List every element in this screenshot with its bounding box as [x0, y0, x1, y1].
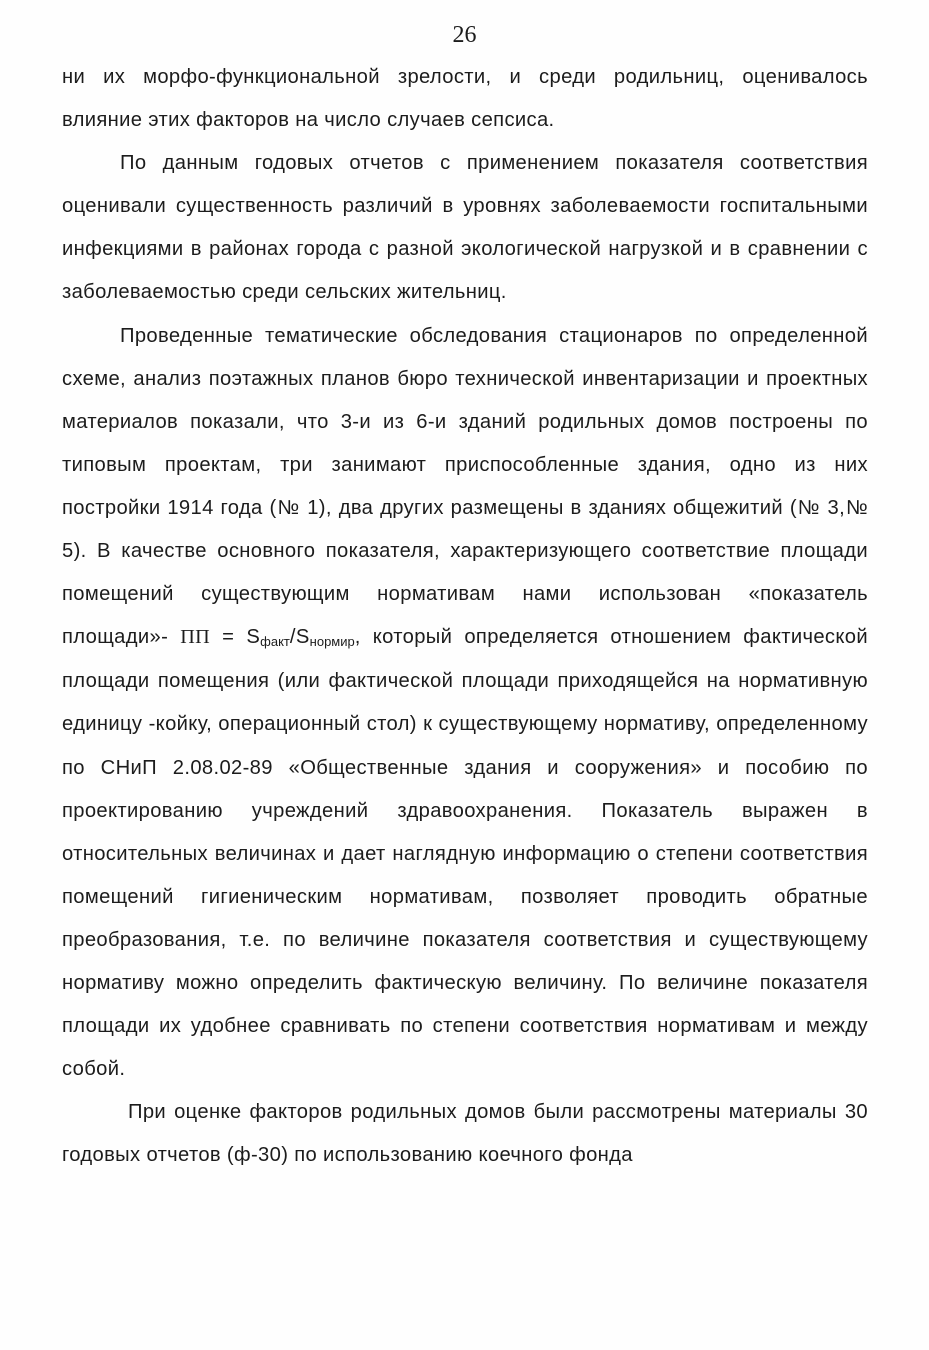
paragraph-text-before-formula: Проведенные тематические обследования стационаров по определенной схеме, анализ поэтажных планов бюро технической инвентаризации и проектных материалов показали, что 3-и из 6-и зданий родильных домов построены по типовым проектам, три занимают приспособленные здания, одно из них постройки 1914 года (№ 1), два других размещены в зданиях общежитий (№ 3,№ 5). В качестве основного показателя, характеризующего соответствие площади помещений существующим нормативам нами использован «показатель площади»- — [62, 324, 868, 649]
area-indicator-formula — [180, 626, 355, 648]
body-text — [62, 56, 868, 1177]
formula-slash: / — [289, 626, 296, 649]
paragraph-area-indicator — [62, 315, 868, 1092]
formula-numerator: S — [246, 626, 261, 649]
formula-denominator-subscript: нормир — [309, 634, 355, 650]
page-number: 26 — [452, 22, 477, 48]
paragraph-continuation: ни их морфо-функциональной зрелости, и среди родильниц, оценивалось влияние этих факторов на число случаев сепсиса. — [62, 66, 868, 132]
paragraph-annual-reports: По данным годовых отчетов с применением показателя соответствия оценивали существенность различий в уровнях заболеваемости госпитальными инфекциями в районах города с разной экологической нагрузкой и в сравнении с заболеваемостью среди сельских жительниц. — [62, 152, 868, 304]
formula-denominator: S — [295, 626, 310, 649]
paragraph-maternity-factors: При оценке факторов родильных домов были рассмотрены материалы 30 годовых отчетов (ф-30) по использованию коечного фонда — [62, 1101, 868, 1167]
formula-numerator-subscript: факт — [260, 634, 290, 650]
formula-name: ПП — [180, 626, 211, 649]
paragraph-text-after-formula: , который определяется отношением фактической площади помещения (или фактической площади приходящейся на нормативную единицу -койку, операционный стол) к существующему нормативу, определенному по СНиП 2.08.02-89 «Общественные здания и сооружения» и пособию по проектированию учреждений здравоохранения. Показатель выражен в относительных величинах и дает наглядную информацию о степени соответствия помещений гигиеническим нормативам, позволяет проводить обратные преобразования, т.е. по величине показателя соответствия и существующему нормативу можно определить фактическую величину. По величине показателя площади их удобнее сравнивать по степени соответствия нормативам и между собой. — [62, 626, 868, 1081]
formula-equals: = — [222, 626, 235, 649]
